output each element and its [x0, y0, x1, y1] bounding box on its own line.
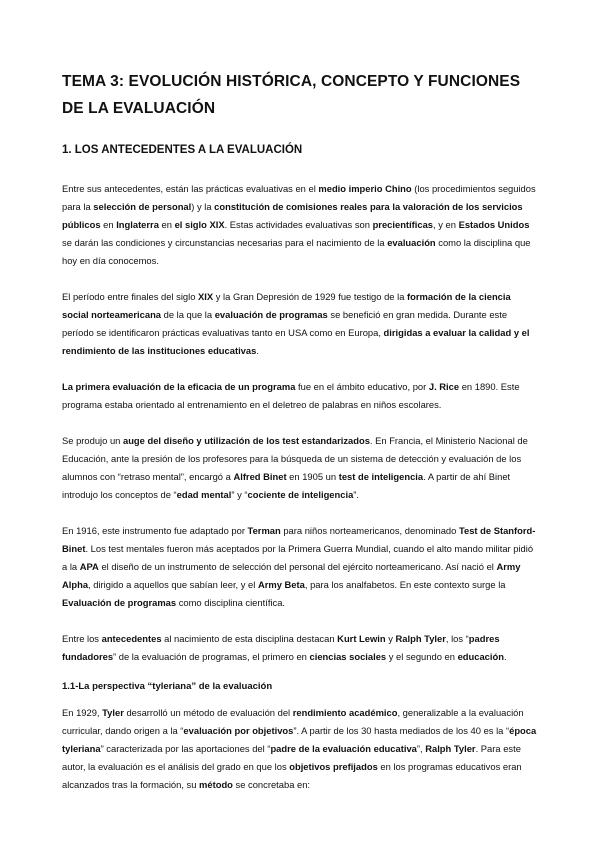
paragraph-stanford-binet — [62, 522, 538, 612]
text-run: , los “ — [445, 633, 469, 644]
paragraph-periodo — [62, 288, 538, 360]
section-heading-antecedentes: 1. LOS ANTECEDENTES A LA EVALUACIÓN — [62, 144, 303, 156]
bold-text-run: Inglaterra — [116, 219, 159, 230]
paragraph-primera-evaluacion — [62, 378, 538, 414]
text-run: se darán las condiciones y circunstancias necesarias para el nacimiento de la — [62, 237, 388, 248]
bold-text-run: Terman — [247, 525, 281, 536]
bold-text-run: educación — [457, 651, 504, 662]
bold-text-run: formación de la ciencia social norteamericana — [62, 291, 511, 320]
bold-text-run: La primera evaluación de la eficacia de un programa — [62, 381, 296, 392]
text-run: en 1905 un — [286, 471, 339, 482]
text-run: Entre sus antecedentes, están las prácticas evaluativas en el — [62, 183, 319, 194]
text-run: en — [100, 219, 117, 230]
text-run: ”. A partir de los 30 hasta mediados de los 40 es la “ — [293, 725, 510, 736]
text-run: y el segundo en — [386, 651, 458, 662]
bold-text-run: evaluación — [387, 237, 436, 248]
bold-text-run: Alfred Binet — [233, 471, 287, 482]
bold-text-run: XIX — [198, 291, 214, 302]
text-run: . A partir de ahí Binet introdujo los conceptos de “ — [62, 471, 511, 500]
bold-text-run: el siglo XIX — [174, 219, 225, 230]
text-run: desarrolló un método de evaluación del — [123, 707, 293, 718]
text-run: al nacimiento de esta disciplina destacan — [161, 633, 338, 644]
bold-text-run: antecedentes — [101, 633, 162, 644]
bold-text-run: dirigidas a evaluar la calidad y el rendimiento de las instituciones educativas — [62, 327, 530, 356]
bold-text-run: Ralph Tyler — [425, 743, 476, 754]
document-page — [62, 68, 538, 812]
text-run: ”, — [416, 743, 426, 754]
bold-text-run: padre de la evaluación educativa — [270, 743, 417, 754]
bold-text-run: selección de personal — [93, 201, 192, 212]
text-run: como la disciplina que hoy en día conocemos. — [62, 237, 531, 266]
bold-text-run: Kurt Lewin — [337, 633, 386, 644]
text-run: En 1929, — [62, 707, 103, 718]
bold-text-run: Army Beta — [257, 579, 305, 590]
bold-text-run: APA — [79, 561, 99, 572]
text-run: En 1916, este instrumento fue adaptado por — [62, 525, 248, 536]
bold-text-run: Estados Unidos — [458, 219, 530, 230]
text-run: . Los test mentales fueron más aceptados por la Primera Guerra Mundial, cuando el alto mando militar pidió a la — [62, 543, 534, 572]
subsection-heading-tyleriana: 1.1-La perspectiva “tyleriana” de la evaluación — [62, 681, 273, 692]
text-run: en — [158, 219, 175, 230]
text-run: , para los analfabetos. En este contexto surge la — [304, 579, 506, 590]
text-run: . En Francia, el Ministerio Nacional de Educación, ante la presión de los profesores para la búsqueda de un sistema de detección y evaluación de los alumnos con “retraso mental”, encargó a — [62, 435, 528, 482]
text-run: . Estas actividades evaluativas son — [224, 219, 373, 230]
bold-text-run: edad mental — [176, 489, 232, 500]
bold-text-run: padres fundadores — [62, 633, 500, 662]
text-run: ” caracterizada por las aportaciones del “ — [100, 743, 271, 754]
text-run: para niños norteamericanos, denominado — [280, 525, 459, 536]
text-run: . — [503, 651, 507, 662]
text-run: . — [256, 345, 259, 356]
paragraph-antecedentes — [62, 180, 538, 270]
bold-text-run: medio imperio Chino — [318, 183, 412, 194]
document-title: TEMA 3: EVOLUCIÓN HISTÓRICA, CONCEPTO Y FUNCIONES DE LA EVALUACIÓN — [62, 73, 521, 117]
text-run: se benefició en gran medida. Durante este período se identificaron prácticas evaluativas tanto en USA como en Europa, — [62, 309, 508, 338]
bold-text-run: evaluación de programas — [214, 309, 328, 320]
text-run: en 1890. Este programa estaba orientado al entrenamiento en el deletreo de palabras en niños escolares. — [62, 381, 520, 410]
text-run: , y en — [433, 219, 459, 230]
text-run: ”. — [353, 489, 360, 500]
text-run: el diseño de un instrumento de selección del personal del ejército norteamericano. Así nació el — [98, 561, 497, 572]
text-run: en los programas educativos eran alcanzados tras la formación, su — [62, 761, 522, 790]
text-run: Entre los — [62, 633, 102, 644]
paragraph-padres-fundadores — [62, 630, 538, 666]
paragraph-test-estandarizados — [62, 432, 538, 504]
text-run: de la que la — [161, 309, 215, 320]
text-run: ” de la evaluación de programas, el primero en — [113, 651, 310, 662]
bold-text-run: época tyleriana — [62, 725, 537, 754]
text-run: y — [385, 633, 396, 644]
text-run: El período entre finales del siglo — [62, 291, 199, 302]
text-run: como disciplina científica. — [176, 597, 286, 608]
bold-text-run: Ralph Tyler — [395, 633, 446, 644]
bold-text-run: precientíficas — [372, 219, 434, 230]
bold-text-run: constitución de comisiones reales para la valoración de los servicios públicos — [62, 201, 523, 230]
bold-text-run: evaluación por objetivos — [183, 725, 294, 736]
text-run: (los procedimientos seguidos para la — [62, 183, 536, 212]
text-run: ” y “ — [231, 489, 248, 500]
bold-text-run: ciencias sociales — [309, 651, 387, 662]
bold-text-run: Test de Stanford-Binet — [62, 525, 536, 554]
bold-text-run: Evaluación de programas — [62, 597, 177, 608]
text-run: ) y la — [191, 201, 215, 212]
bold-text-run: test de inteligencia — [338, 471, 424, 482]
paragraph-tyler — [62, 704, 538, 794]
bold-text-run: Tyler — [102, 707, 124, 718]
text-run: y la Gran Depresión de 1929 fue testigo de la — [213, 291, 408, 302]
bold-text-run: objetivos prefijados — [289, 761, 378, 772]
bold-text-run: auge del diseño y utilización de los test estandarizados — [122, 435, 370, 446]
bold-text-run: Army Alpha — [62, 561, 521, 590]
text-run: , generalizable a la evaluación curricular, dando origen a la “ — [62, 707, 524, 736]
text-run: , dirigido a aquellos que sabían leer, y el — [88, 579, 258, 590]
text-run: fue en el ámbito educativo, por — [295, 381, 429, 392]
text-run: . Para este autor, la evaluación es el análisis del grado en que los — [62, 743, 521, 772]
bold-text-run: J. Rice — [428, 381, 460, 392]
bold-text-run: cociente de inteligencia — [247, 489, 354, 500]
text-run: Se produjo un — [62, 435, 123, 446]
bold-text-run: método — [199, 779, 233, 790]
bold-text-run: rendimiento académico — [292, 707, 398, 718]
text-run: se concretaba en: — [232, 779, 311, 790]
